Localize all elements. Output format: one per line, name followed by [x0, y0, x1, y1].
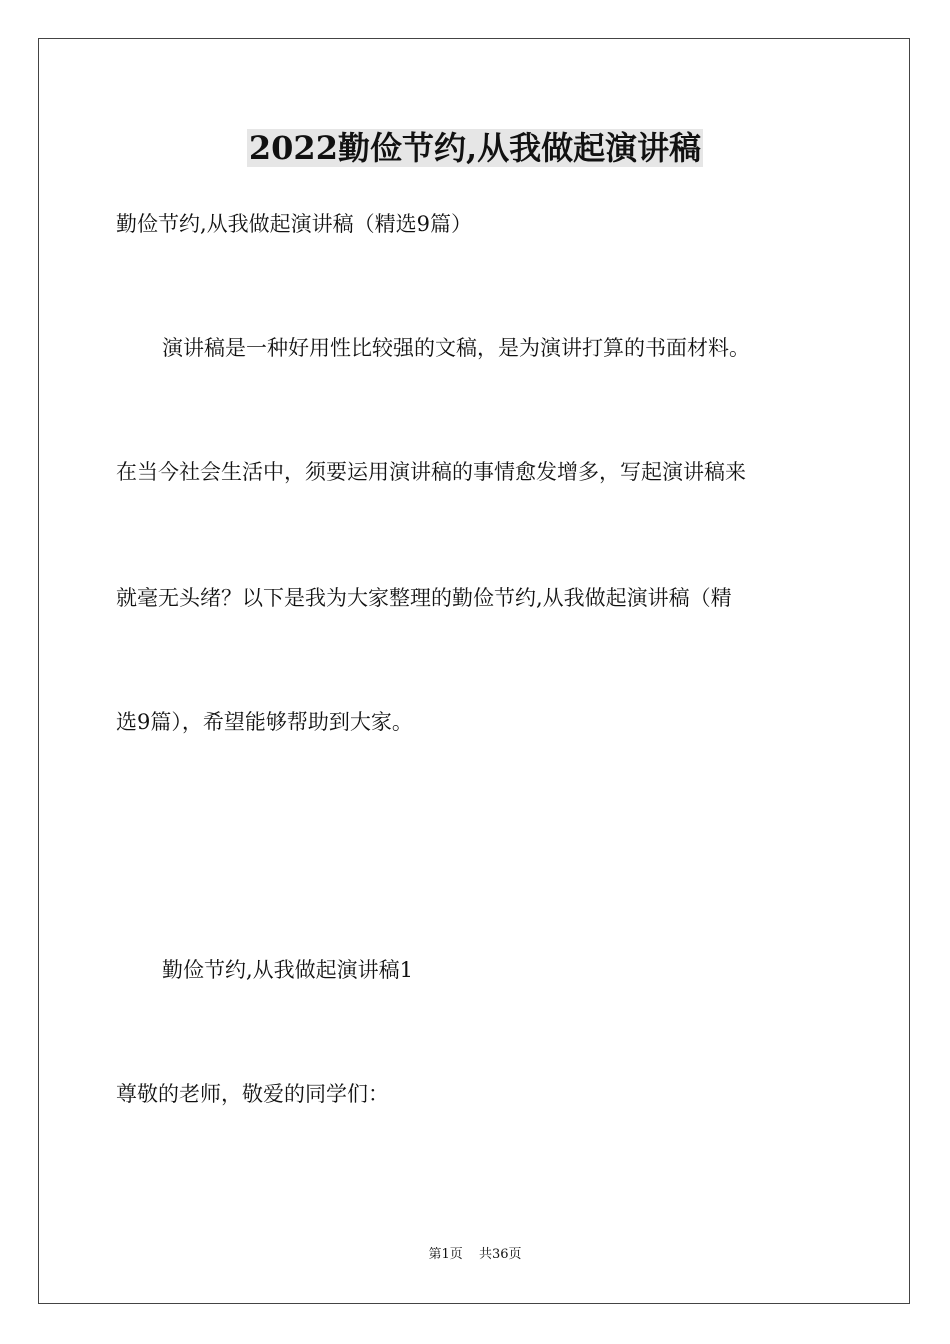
page-footer [0, 1246, 950, 1264]
document-title-text: 2022勤俭节约,从我做起演讲稿 [248, 129, 702, 167]
document-title [0, 126, 950, 170]
page-number-current: 第1页 [428, 1247, 463, 1262]
intro-line-1: 演讲稿是一种好用性比较强的文稿，是为演讲打算的书面材料。 [162, 336, 750, 360]
section-heading: 勤俭节约,从我做起演讲稿1 [162, 958, 414, 982]
intro-line-4: 选9篇），希望能够帮助到大家。 [116, 710, 413, 734]
greeting-line: 尊敬的老师，敬爱的同学们： [116, 1082, 389, 1106]
document-subtitle: 勤俭节约,从我做起演讲稿（精选9篇） [116, 212, 473, 236]
intro-line-2: 在当今社会生活中，须要运用演讲稿的事情愈发增多，写起演讲稿来 [116, 460, 746, 484]
intro-line-3: 就毫无头绪？以下是我为大家整理的勤俭节约,从我做起演讲稿（精 [116, 586, 732, 610]
page-number-total: 共36页 [478, 1247, 522, 1262]
